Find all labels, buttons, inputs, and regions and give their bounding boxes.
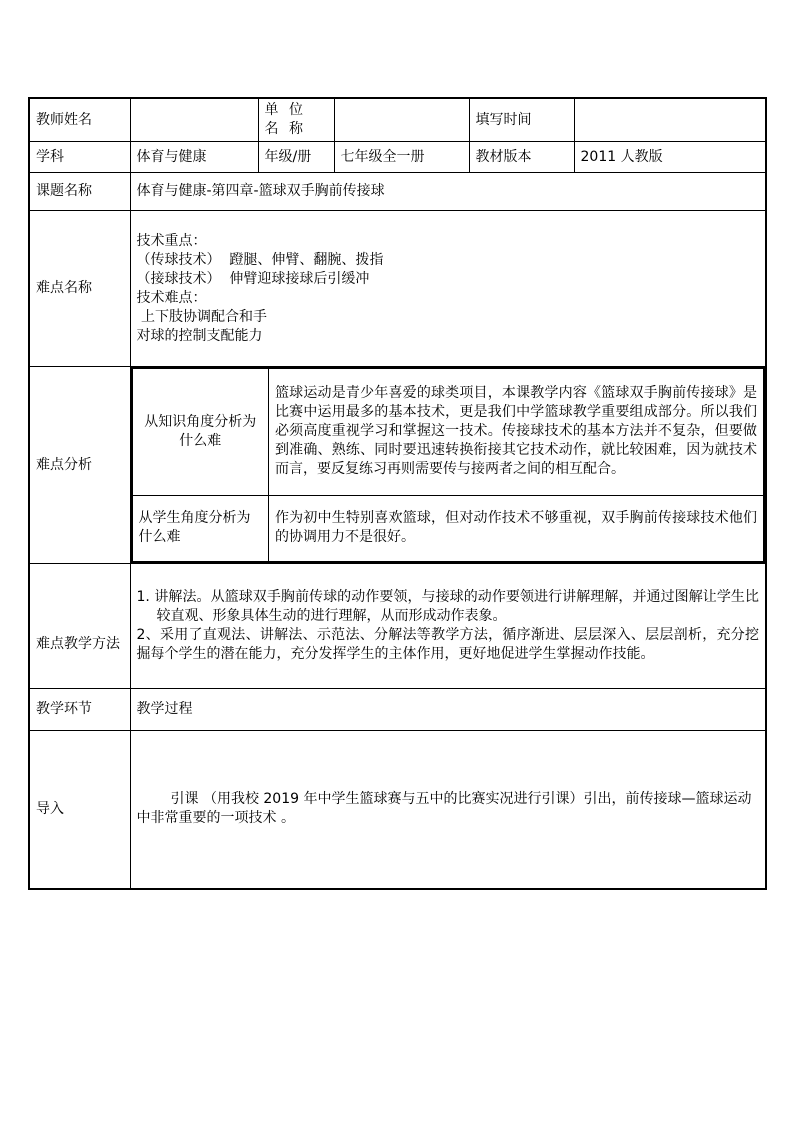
date-label: 填写时间 xyxy=(469,98,574,142)
unit-value xyxy=(334,98,469,142)
difficulty-line: 技术重点： xyxy=(136,232,207,249)
subject-value: 体育与健康 xyxy=(130,142,258,173)
subject-label: 学科 xyxy=(29,142,130,173)
analysis-inner-table xyxy=(131,367,766,563)
edition-value: 2011 人教版 xyxy=(574,142,766,173)
row-teacher xyxy=(29,98,766,142)
topic-label: 课题名称 xyxy=(29,173,130,211)
difficulty-line: 技术难点： xyxy=(136,289,207,306)
difficulty-line: （接球技术） 伸臂迎球接球后引缓冲 xyxy=(136,270,370,287)
difficulty-content xyxy=(130,211,766,367)
intro-label: 导入 xyxy=(29,731,130,889)
teacher-label: 教师姓名 xyxy=(29,98,130,142)
process-label: 教学过程 xyxy=(130,689,766,731)
method-item-1: 1. 讲解法。从篮球双手胸前传球的动作要领，与接球的动作要领进行讲解理解，并通过图解让学生比较直观、形象具体生动的进行理解，从而形成动作表象。 xyxy=(136,589,759,624)
lesson-plan-table xyxy=(28,97,767,890)
student-text: 作为初中生特别喜欢篮球，但对动作技术不够重视，双手胸前传接球技术他们的协调用力不是很好。 xyxy=(269,495,765,562)
difficulty-line: 上下肢协调配合和手 xyxy=(136,308,267,325)
grade-label: 年级/册 xyxy=(258,142,334,173)
student-label: 从学生角度分析为什么难 xyxy=(132,495,269,562)
row-difficulty xyxy=(29,211,766,367)
unit-label: 单 位 名 称 xyxy=(258,98,334,142)
edition-label: 教材版本 xyxy=(469,142,574,173)
grade-value: 七年级全一册 xyxy=(334,142,469,173)
difficulty-label: 难点名称 xyxy=(29,211,130,367)
row-intro xyxy=(29,731,766,889)
row-process-header xyxy=(29,689,766,731)
knowledge-label: 从知识角度分析为什么难 xyxy=(132,368,269,495)
row-method xyxy=(29,564,766,689)
analysis-label: 难点分析 xyxy=(29,367,130,564)
analysis-cell xyxy=(130,367,766,564)
teacher-value xyxy=(130,98,258,142)
row-subject xyxy=(29,142,766,173)
stage-label: 教学环节 xyxy=(29,689,130,731)
knowledge-text: 篮球运动是青少年喜爱的球类项目，本课教学内容《篮球双手胸前传接球》是比赛中运用最多的基本技术，更是我们中学篮球教学重要组成部分。所以我们必须高度重视学习和掌握这一技术。传接球技术的基本方法并不复杂，但要做到准确、熟练、同时要迅速转换衔接其它技术动作，就比较困难，因为就技术而言，要反复练习再则需要传与接两者之间的相互配合。 xyxy=(269,368,765,495)
topic-value: 体育与健康-第四章-篮球双手胸前传接球 xyxy=(130,173,766,211)
intro-text: 引课 （用我校 2019 年中学生篮球赛与五中的比赛实况进行引课）引出，前传接球—篮球运动中非常重要的一项技术 。 xyxy=(136,791,752,827)
row-analysis xyxy=(29,367,766,564)
intro-content xyxy=(130,731,766,889)
method-content xyxy=(130,564,766,689)
method-item-2: 2、采用了直观法、讲解法、示范法、分解法等教学方法，循序渐进、层层深入、层层剖析，充分挖掘每个学生的潜在能力，充分发挥学生的主体作用，更好地促进学生掌握动作技能。 xyxy=(136,627,759,662)
difficulty-line: 对球的控制支配能力 xyxy=(136,327,263,344)
method-label: 难点教学方法 xyxy=(29,564,130,689)
date-value xyxy=(574,98,766,142)
difficulty-line: （传球技术） 蹬腿、伸臂、翻腕、拨指 xyxy=(136,251,384,268)
row-topic xyxy=(29,173,766,211)
